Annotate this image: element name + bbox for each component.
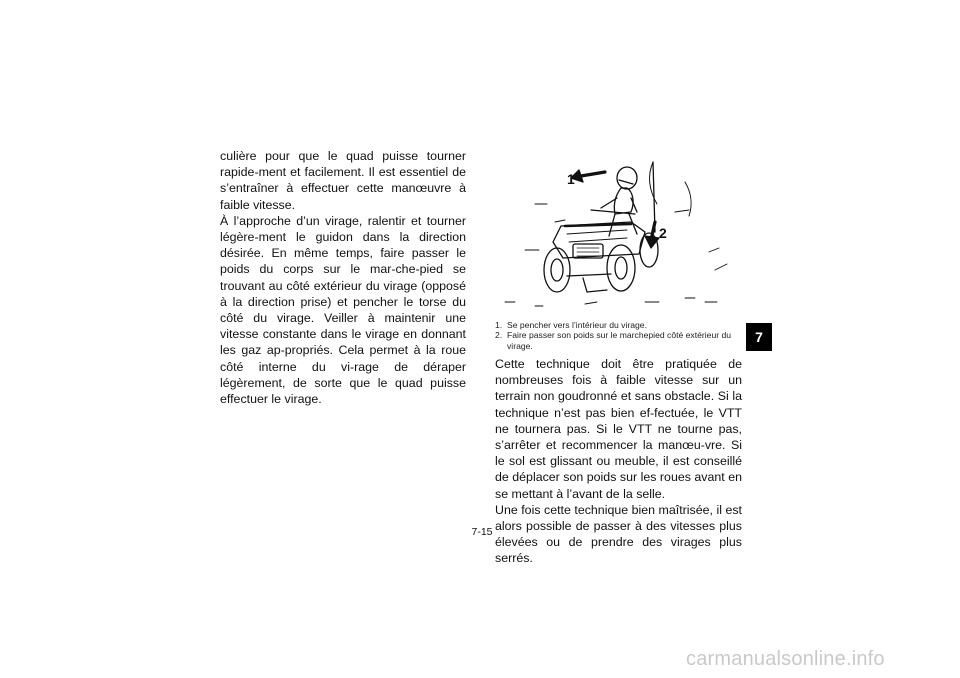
illustration-label-2: 2: [659, 225, 667, 241]
left-paragraph-1: culière pour que le quad puisse tourner rapide-ment et facilement. Il est essentiel de s’entraîner à effectuer cette manœuvre à faible vitesse.: [220, 149, 466, 212]
caption-number: 2.: [495, 330, 503, 341]
illustration-label-1: 1: [567, 171, 575, 187]
caption-item: [495, 330, 745, 351]
page-number: 7-15: [471, 526, 493, 538]
caption-item: [495, 320, 745, 330]
caption-text: Faire passer son poids sur le marchepied côté extérieur du virage.: [507, 330, 732, 351]
right-paragraph-1: Cette technique doit être pratiquée de nombreuses fois à faible vitesse sur un terrain non goudronné et sans obstacle. Si la technique n’est pas bien ef-fectuée, le VTT ne tournera pas. Si le VTT ne tourne pas, s’arrêter et recommencer la manœu-vre. Si le sol est glissant ou meuble, il est conseillé de déplacer son poids sur les roues avant en se mettant à l’avant de la selle.: [495, 357, 742, 501]
right-column: [495, 356, 742, 567]
right-paragraph-2: Une fois cette technique bien maîtrisée, il est alors possible de passer à des vitesses plus élevées ou de prendre des virages plus serrés.: [495, 502, 742, 566]
caption-text: Se pencher vers l’intérieur du virage.: [507, 320, 647, 330]
watermark: carmanualsonline.info: [686, 648, 885, 670]
caption-number: 1.: [495, 320, 503, 330]
left-column: [220, 148, 466, 407]
figure-captions: [495, 320, 745, 351]
atv-turning-illustration: [495, 152, 745, 314]
left-paragraph-2: À l’approche d’un virage, ralentir et tourner légère-ment le guidon dans la direction désirée. En même temps, faire passer le poids du corps sur le mar-che-pied se trouvant au côté extérieur du virage (opposé à la direction prise) et pencher le torse du côté du virage. Veiller à maintenir une vitesse constante dans le virage en donnant les gaz ap-propriés. Cela permet à la roue côté interne du vi-rage de déraper légèrement, de sorte que le quad puisse effectuer le virage.: [220, 213, 466, 407]
chapter-tab: 7: [746, 323, 772, 351]
